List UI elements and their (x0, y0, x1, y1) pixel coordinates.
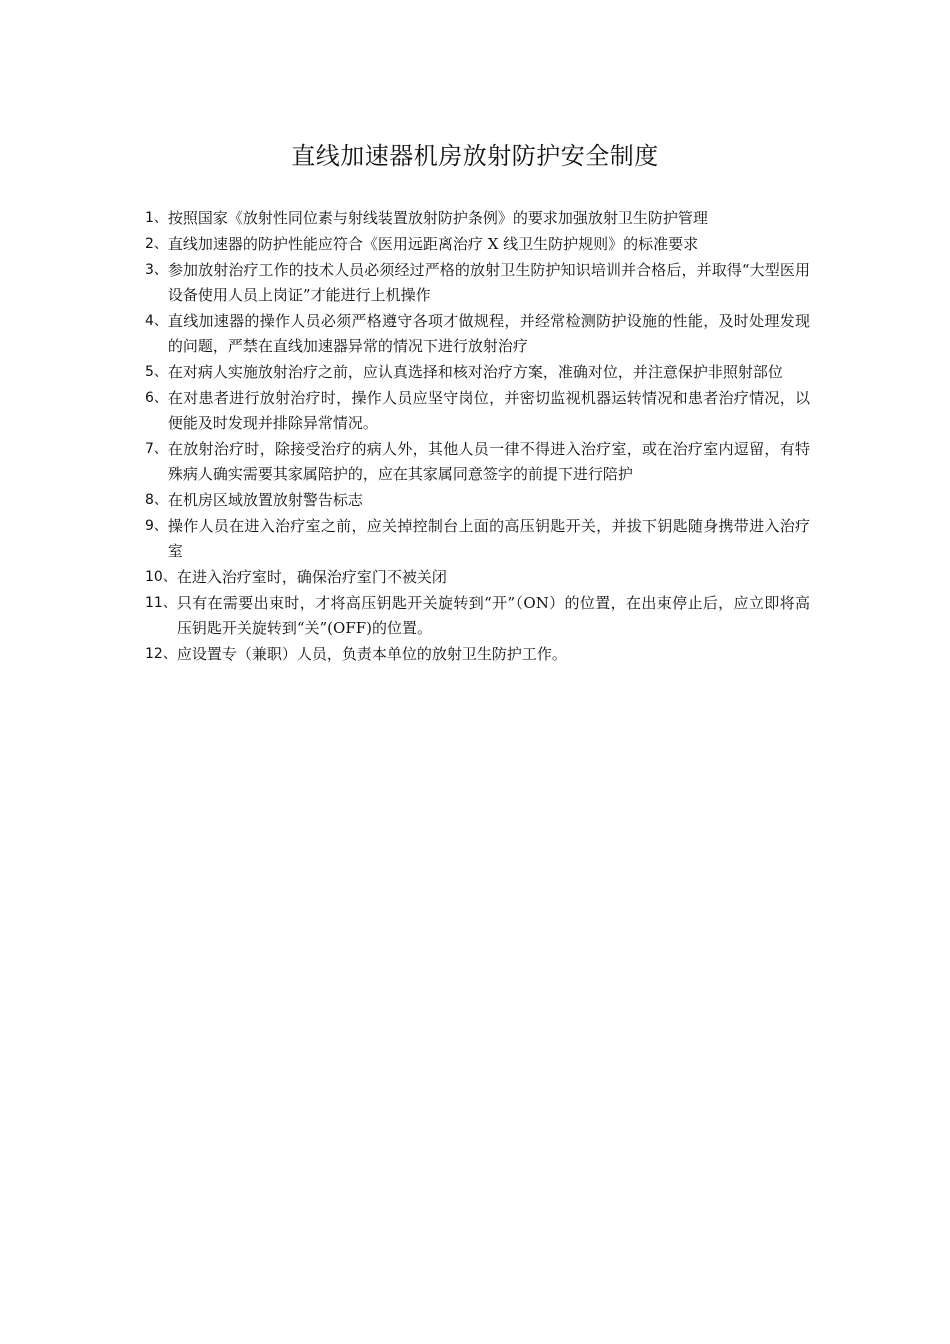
rule-text: 在对病人实施放射治疗之前，应认真选择和核对治疗方案，准确对位，并注意保护非照射部位 (167, 363, 783, 381)
rule-number: 1、 (145, 210, 168, 226)
rule-item-6 (145, 386, 810, 436)
rule-number: 4、 (145, 313, 168, 329)
rule-item-2 (145, 232, 810, 257)
rule-text: 在对患者进行放射治疗时，操作人员应坚守岗位，并密切监视机器运转情况和患者治疗情况，以便能及时发现并排除异常情况。 (167, 389, 810, 432)
rule-number: 5、 (145, 364, 168, 380)
rule-number: 11、 (145, 595, 177, 611)
rule-text: 应设置专（兼职）人员，负责本单位的放射卫生防护工作。 (176, 645, 567, 663)
rule-number: 12、 (145, 646, 177, 662)
rule-text: 直线加速器的操作人员必须严格遵守各项才做规程，并经常检测防护设施的性能，及时处理发现的问题，严禁在直线加速器异常的情况下进行放射治疗 (167, 312, 810, 355)
document-title: 直线加速器机房放射防护安全制度 (291, 142, 659, 170)
rule-item-4 (145, 309, 810, 359)
rule-number: 6、 (145, 390, 168, 406)
rule-text: 参加放射治疗工作的技术人员必须经过严格的放射卫生防护知识培训并合格后，并取得“大型医用设备使用人员上岗证”才能进行上机操作 (167, 261, 810, 304)
rule-number: 8、 (145, 492, 168, 508)
rule-item-7 (145, 437, 810, 487)
rule-item-11 (145, 591, 810, 641)
rule-text: 在进入治疗室时，确保治疗室门不被关闭 (176, 568, 447, 586)
rule-item-8 (145, 488, 810, 513)
rule-number: 9、 (145, 518, 168, 534)
rule-text: 操作人员在进入治疗室之前，应关掉控制台上面的高压钥匙开关，并拔下钥匙随身携带进入治疗室 (167, 517, 810, 560)
rule-text: 在放射治疗时，除接受治疗的病人外，其他人员一律不得进入治疗室，或在治疗室内逗留，有特殊病人确实需要其家属陪护的，应在其家属同意签字的前提下进行陪护 (167, 440, 810, 483)
rule-text: 直线加速器的防护性能应符合《医用远距离治疗 X 线卫生防护规则》的标准要求 (167, 235, 699, 253)
rule-item-9 (145, 514, 810, 564)
rule-text: 按照国家《放射性同位素与射线装置放射防护条例》的要求加强放射卫生防护管理 (167, 209, 708, 227)
rule-number: 7、 (145, 441, 168, 457)
rule-item-12 (145, 642, 810, 667)
rule-number: 3、 (145, 262, 168, 278)
rule-item-10 (145, 565, 810, 590)
rule-item-3 (145, 258, 810, 308)
rule-item-1 (145, 206, 810, 231)
rule-text: 在机房区域放置放射警告标志 (167, 491, 363, 509)
rule-item-5 (145, 360, 810, 385)
rule-number: 10、 (145, 569, 177, 585)
rule-number: 2、 (145, 236, 168, 252)
rule-text: 只有在需要出束时，才将高压钥匙开关旋转到“开”（ON）的位置，在出束停止后，应立即将高压钥匙开关旋转到“关”(OFF)的位置。 (176, 594, 810, 637)
rules-list (145, 206, 810, 668)
